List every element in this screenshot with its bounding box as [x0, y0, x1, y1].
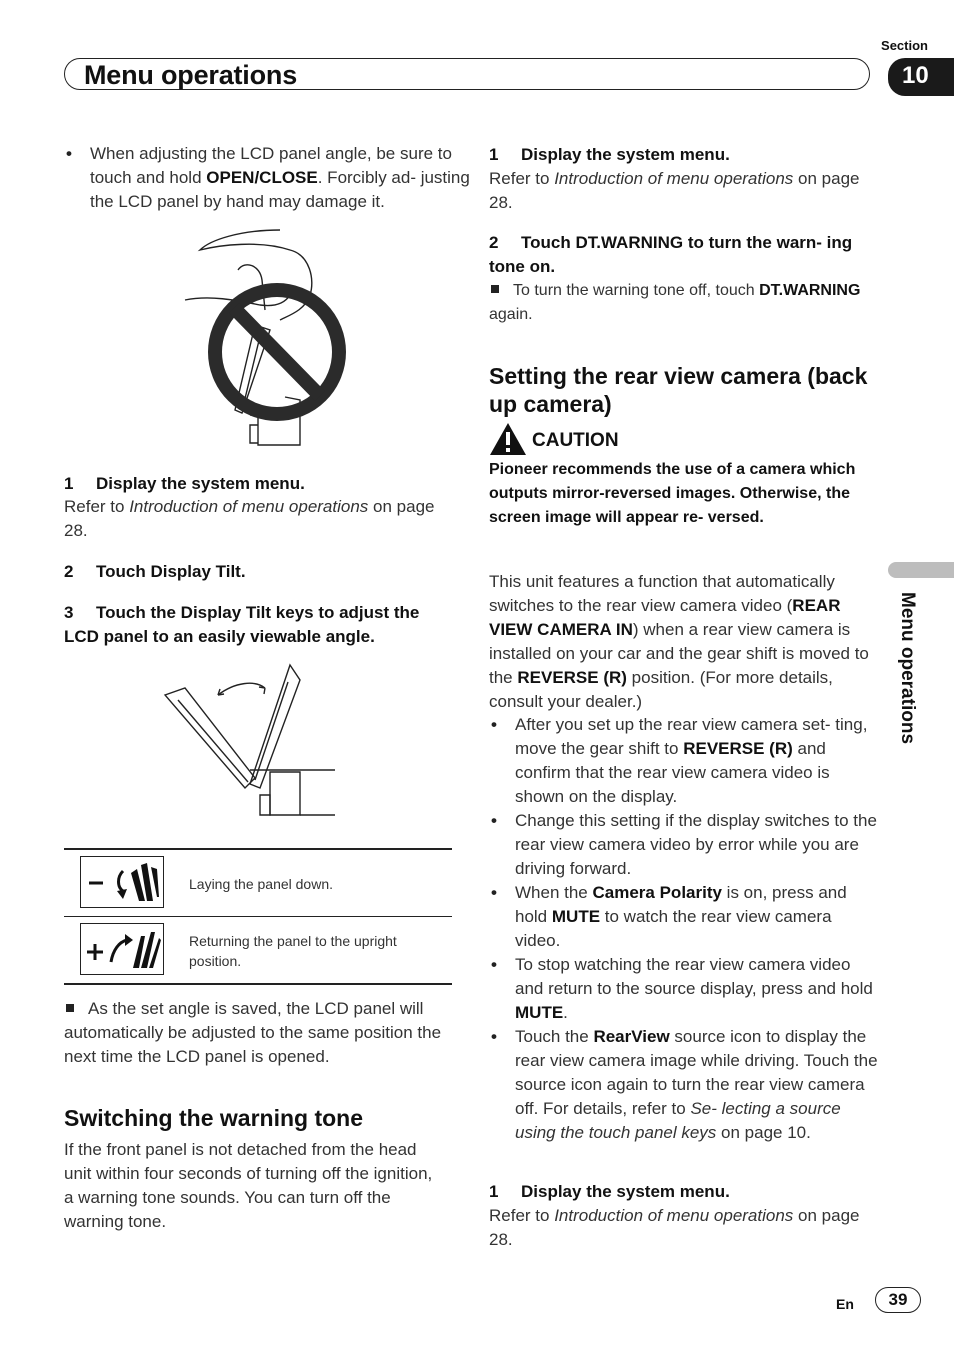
dt-warning-key: DT.WARNING	[759, 282, 861, 299]
step-number: 1	[64, 474, 74, 493]
square-bullet-icon	[66, 1004, 74, 1012]
list-item	[489, 953, 879, 1025]
bullet-text: To stop watching the rear view camera video and return to the source display, press and hold	[515, 955, 873, 998]
list-item: • Change this setting if the display switches to the rear view camera video by error while you are driving forward.	[489, 809, 879, 881]
step-label: Display the system menu.	[96, 474, 305, 493]
warning-tone-heading: Switching the warning tone	[64, 1105, 363, 1131]
bullet-text: on page 10.	[716, 1123, 811, 1142]
ref-link: Se- lecting a source using the touch panel keys	[515, 1099, 841, 1142]
page-number: 39	[875, 1287, 921, 1313]
right-step-1	[489, 143, 877, 167]
warning-triangle-icon	[489, 422, 527, 456]
reverse-label: REVERSE (R)	[683, 739, 793, 758]
mute-label: MUTE	[551, 907, 601, 926]
step-number: 2	[64, 562, 74, 581]
side-tab-label: Menu operations	[897, 592, 918, 745]
warning-tone-body: If the front panel is not detached from the head unit within four seconds of turning off the ignition, a warning tone sounds. You can turn off the warning tone.	[64, 1140, 433, 1231]
no-hand-adjust-illustration	[180, 225, 365, 455]
camera-intro	[489, 570, 879, 714]
right-step-2	[489, 231, 864, 279]
section-label: Section	[881, 38, 928, 53]
intro-text: ) when a rear view camera is installed on your car and the gear shift is moved to the	[489, 620, 869, 687]
bullet-text: to watch the rear view camera video.	[515, 907, 832, 950]
table-row	[64, 917, 452, 985]
caution-title: CAUTION	[532, 430, 619, 451]
bullet-text: .	[563, 1003, 568, 1022]
bullet-text: source icon to display the rear view camera image while driving. Touch the source icon again to turn the rear view camera off. For details, refer to	[515, 1027, 878, 1118]
table-row	[64, 848, 452, 917]
square-bullet-icon	[491, 285, 499, 293]
step-number: 2	[489, 233, 499, 252]
bullet-text: When adjusting the LCD panel angle, be sure to touch and hold	[90, 144, 452, 187]
step-number: 1	[489, 145, 499, 164]
panel-up-key[interactable]	[80, 923, 164, 975]
list-item	[489, 1025, 879, 1145]
left-step-2	[64, 560, 452, 584]
caution-body: Pioneer recommends the use of a camera which outputs mirror-reversed images. Otherwise, the screen image will appear re- versed.	[489, 461, 856, 526]
list-item	[489, 713, 879, 809]
angle-saved-note	[64, 997, 452, 1069]
mute-label: MUTE	[515, 1003, 564, 1022]
right-step-2-note	[489, 279, 877, 327]
intro-text: This unit features a function that automatically switches to the rear view camera video (	[489, 572, 835, 615]
tilt-keys-table	[64, 848, 452, 985]
side-tab-marker	[888, 562, 954, 578]
key-description: Returning the panel to the upright position.	[189, 933, 397, 969]
section-number: 10	[888, 58, 954, 96]
key-description: Laying the panel down.	[189, 876, 333, 892]
rear-camera-heading: Setting the rear view camera (back up camera)	[489, 363, 868, 417]
step-label: Display the system menu.	[521, 1182, 730, 1201]
ref-text: Refer to	[489, 1206, 555, 1225]
right-step-3-ref	[489, 1204, 877, 1252]
right-step-1-ref	[489, 167, 877, 215]
bullet-text: Touch the	[515, 1027, 594, 1046]
bullet-text: and confirm that the rear view camera video is shown on the display.	[515, 739, 830, 806]
left-step-3	[64, 601, 452, 649]
step-label: Touch Display Tilt.	[96, 562, 246, 581]
step-label: Touch the Display Tilt keys to adjust the LCD panel to an easily viewable angle.	[64, 603, 420, 646]
language-label: En	[836, 1296, 854, 1312]
intro-text: position. (For more details, consult your dealer.)	[489, 668, 833, 711]
bullet-text-end: . Forcibly ad- justing the LCD panel by hand may damage it.	[90, 168, 470, 211]
panel-down-key[interactable]	[80, 856, 164, 908]
camera-bullets	[489, 713, 879, 1145]
bullet-text: After you set up the rear view camera set- ting, move the gear shift to	[515, 715, 868, 758]
left-step-1	[64, 472, 452, 496]
note-text-end: again.	[489, 306, 533, 323]
ref-text-end: on page 28.	[64, 497, 435, 540]
ref-link: Introduction of menu operations	[554, 1206, 794, 1225]
panel-tilt-illustration	[160, 660, 340, 825]
ref-text: Refer to	[64, 497, 130, 516]
step-label: Touch DT.WARNING to turn the warn- ing tone on.	[489, 233, 853, 276]
bullet-text: is on, press and hold	[515, 883, 847, 926]
bullet-text: When the	[515, 883, 593, 902]
step-number: 1	[489, 1182, 499, 1201]
reverse-label: REVERSE (R)	[517, 668, 627, 687]
ref-text-end: on page 28.	[489, 169, 860, 212]
step-label: Display the system menu.	[521, 145, 730, 164]
camera-polarity-label: Camera Polarity	[592, 883, 722, 902]
list-item	[489, 881, 879, 953]
step-number: 3	[64, 603, 74, 622]
ref-link: Introduction of menu operations	[554, 169, 794, 188]
right-step-3	[489, 1180, 877, 1204]
note-text: As the set angle is saved, the LCD panel will automatically be adjusted to the same position the next time the LCD panel is opened.	[64, 999, 442, 1066]
ref-text-end: on page 28.	[489, 1206, 860, 1249]
caution-bullet	[64, 142, 478, 214]
ref-text: Refer to	[489, 169, 555, 188]
page-title: Menu operations	[84, 60, 298, 90]
ref-link: Introduction of menu operations	[129, 497, 369, 516]
note-text: To turn the warning tone off, touch	[513, 282, 760, 299]
rear-view-camera-in: REAR VIEW CAMERA IN	[489, 596, 841, 639]
rearview-label: RearView	[593, 1027, 670, 1046]
left-step-1-ref	[64, 495, 452, 543]
open-close-key: OPEN/CLOSE	[206, 168, 318, 187]
